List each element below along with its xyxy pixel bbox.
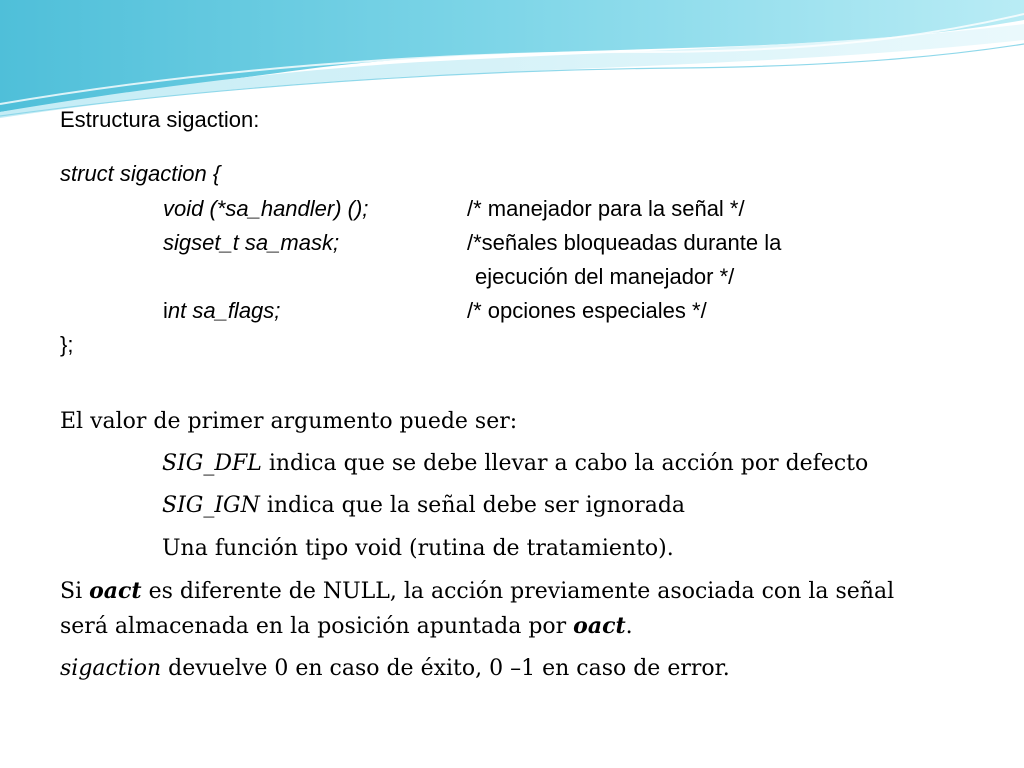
heading: Estructura sigaction: <box>60 107 260 132</box>
arg-item-function <box>162 535 674 563</box>
oact-term: oact <box>573 613 626 639</box>
field-mask-comment-cont: ejecución del manejador */ <box>475 264 735 289</box>
field-flags-decl-rest: nt sa_flags; <box>167 298 281 323</box>
field-handler-comment: /* manejador para la señal */ <box>467 196 745 221</box>
struct-close: }; <box>60 332 74 357</box>
args-intro: El valor de primer argumento puede ser: <box>60 409 518 434</box>
oact-term: oact <box>89 578 142 604</box>
oact-text: Si <box>60 579 90 604</box>
arg-text: Una función tipo void (rutina de tratamiento). <box>162 536 674 561</box>
field-mask-decl: sigset_t sa_mask; <box>163 230 340 255</box>
oact-text: . <box>625 614 633 639</box>
field-handler-decl: void (*sa_handler) (); <box>163 196 369 221</box>
oact-para-line2 <box>60 612 633 641</box>
oact-text: será almacenada en la posición apuntada por <box>60 614 574 639</box>
arg-text: indica que la señal debe ser ignorada <box>259 493 686 518</box>
return-para <box>60 655 730 683</box>
struct-open: struct sigaction { <box>60 161 221 186</box>
arg-text: indica que se debe llevar a cabo la acción por defecto <box>261 451 869 476</box>
field-flags-comment: /* opciones especiales */ <box>467 298 707 323</box>
field-flags-decl-first: i <box>163 298 168 323</box>
oact-text: es diferente de NULL, la acción previamente asociada con la señal <box>141 579 895 604</box>
arg-term: SIG_DFL <box>162 451 262 476</box>
return-text: devuelve 0 en caso de éxito, 0 –1 en caso de error. <box>161 656 730 681</box>
arg-term: SIG_IGN <box>162 493 260 518</box>
arg-item-dfl <box>162 450 868 478</box>
field-flags-decl <box>163 297 280 325</box>
oact-para-line1 <box>60 577 894 606</box>
arg-item-ign <box>162 492 685 520</box>
field-mask-comment: /*señales bloqueadas durante la <box>467 230 782 255</box>
return-term: sigaction <box>60 656 162 681</box>
